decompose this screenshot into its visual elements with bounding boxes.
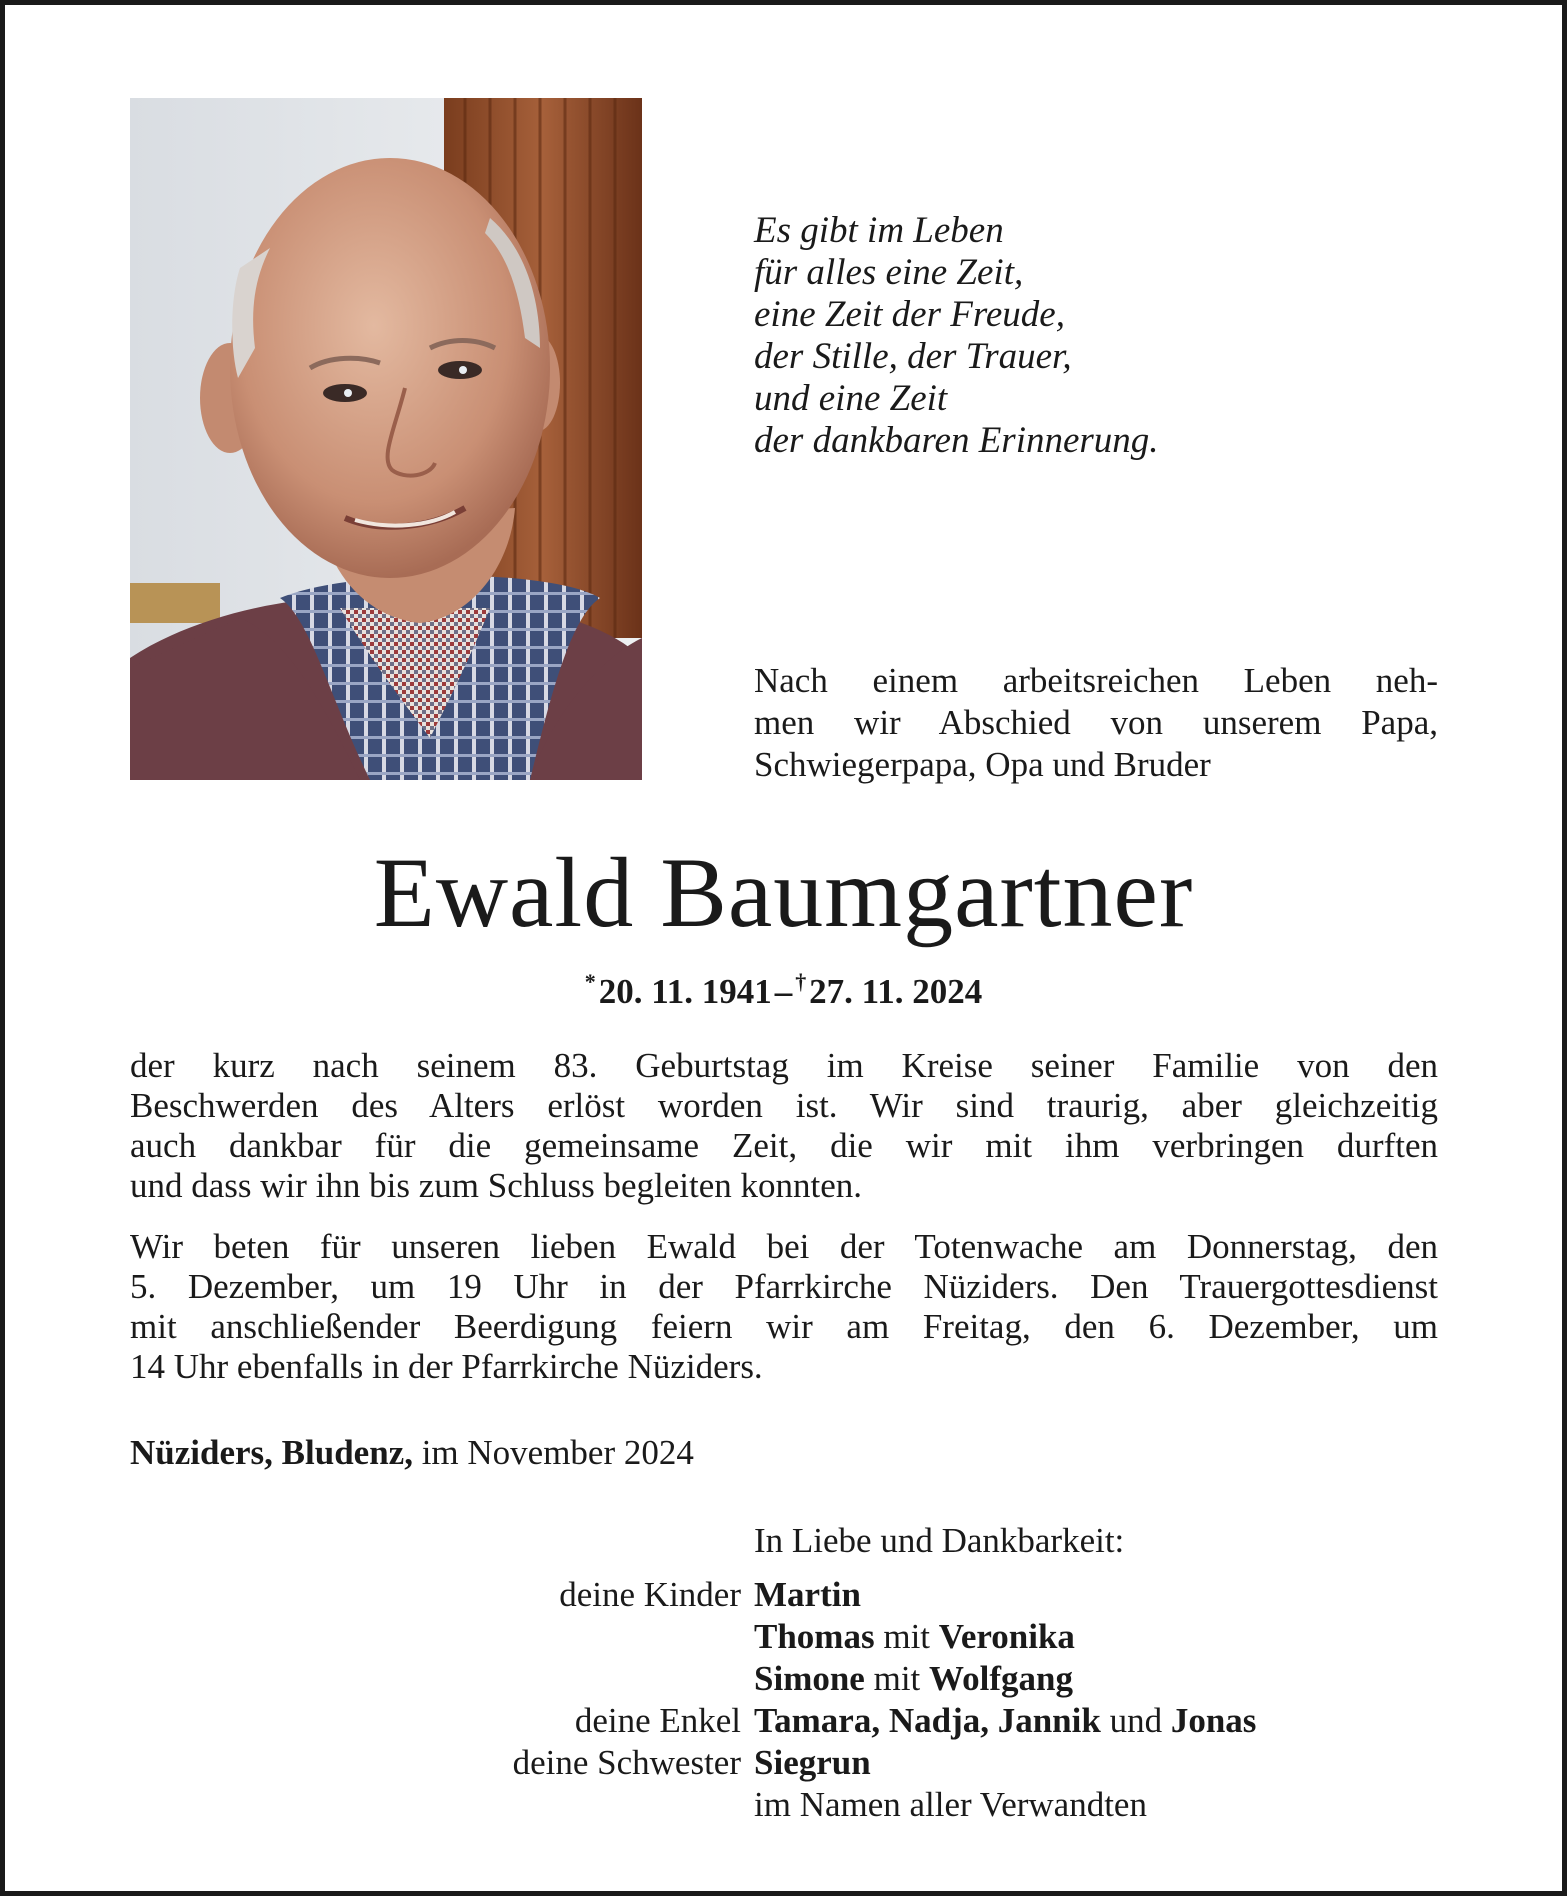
with-word: mit bbox=[883, 1617, 931, 1656]
place-date bbox=[130, 1432, 694, 1474]
paragraph-line: Beschwerden des Alters erlöst worden ist. Wir sind traurig, aber gleichzeitig bbox=[130, 1086, 1438, 1125]
with-word: mit bbox=[873, 1659, 921, 1698]
life-dates bbox=[0, 960, 1567, 1014]
paragraph-line: auch dankbar für die gemeinsame Zeit, die wir mit ihm verbringen durften bbox=[130, 1126, 1438, 1165]
poem-line: der Stille, der Trauer, bbox=[754, 336, 1072, 377]
children-label: deine Kinder bbox=[559, 1575, 741, 1614]
signature-names bbox=[754, 1658, 1073, 1700]
poem-line: und eine Zeit bbox=[754, 378, 948, 419]
date-dash: – bbox=[774, 972, 793, 1011]
poem-line: eine Zeit der Freude, bbox=[754, 294, 1065, 335]
grandchildren-label: deine Enkel bbox=[574, 1701, 741, 1740]
child-name: Simone bbox=[754, 1659, 865, 1698]
signature-intro: In Liebe und Dankbarkeit: bbox=[754, 1521, 1125, 1560]
poem-line: Es gibt im Leben bbox=[754, 210, 1004, 251]
intro-line: men wir Abschied von unserem Papa, bbox=[754, 703, 1438, 742]
death-symbol: † bbox=[795, 969, 807, 994]
month-year: im November 2024 bbox=[421, 1433, 694, 1472]
deceased-name: Ewald Baumgartner bbox=[373, 837, 1194, 948]
location: Nüziders, Bludenz, bbox=[130, 1433, 413, 1472]
grandchildren-names: Tamara, Nadja, Jannik bbox=[754, 1701, 1101, 1740]
child-name: Martin bbox=[754, 1575, 861, 1614]
sister-name: Siegrun bbox=[754, 1743, 871, 1782]
paragraph-line: 14 Uhr ebenfalls in der Pfarrkirche Nüziders. bbox=[130, 1347, 763, 1386]
intro-line: Schwiegerpapa, Opa und Bruder bbox=[754, 745, 1211, 784]
paragraph-line: mit anschließender Beerdigung feiern wir am Freitag, den 6. Dezember, um bbox=[130, 1307, 1438, 1346]
paragraph-line: und dass wir ihn bis zum Schluss begleiten konnten. bbox=[130, 1166, 863, 1205]
and-word: und bbox=[1109, 1701, 1163, 1740]
paragraph-service bbox=[130, 1227, 1438, 1387]
signature-names bbox=[754, 1700, 1256, 1742]
grandchild-name: Jonas bbox=[1170, 1701, 1257, 1740]
death-date: 27. 11. 2024 bbox=[809, 972, 983, 1011]
paragraph-main bbox=[130, 1046, 1438, 1206]
paragraph-line: 5. Dezember, um 19 Uhr in der Pfarrkirche Nüziders. Den Trauergottesdienst bbox=[130, 1267, 1438, 1306]
intro-line: Nach einem arbeitsreichen Leben neh- bbox=[754, 661, 1438, 700]
birth-date: 20. 11. 1941 bbox=[598, 972, 772, 1011]
sister-label: deine Schwester bbox=[512, 1743, 741, 1782]
birth-symbol: * bbox=[584, 969, 596, 994]
paragraph-line: Wir beten für unseren lieben Ewald bei der Totenwache am Donnerstag, den bbox=[130, 1227, 1438, 1266]
partner-name: Wolfgang bbox=[929, 1659, 1073, 1698]
intro-text bbox=[754, 660, 1438, 786]
child-name: Thomas bbox=[754, 1617, 875, 1656]
poem bbox=[754, 210, 1454, 462]
signature-names bbox=[754, 1574, 861, 1616]
signature-names bbox=[754, 1616, 1075, 1658]
portrait-photo bbox=[130, 98, 642, 780]
partner-name: Veronika bbox=[938, 1617, 1075, 1656]
relatives-text: im Namen aller Verwandten bbox=[754, 1785, 1147, 1824]
poem-line: für alles eine Zeit, bbox=[754, 252, 1024, 293]
poem-line: der dankbaren Erinnerung. bbox=[754, 420, 1159, 461]
paragraph-line: der kurz nach seinem 83. Geburtstag im Kreise seiner Familie von den bbox=[130, 1046, 1438, 1085]
signature-names bbox=[754, 1742, 871, 1784]
